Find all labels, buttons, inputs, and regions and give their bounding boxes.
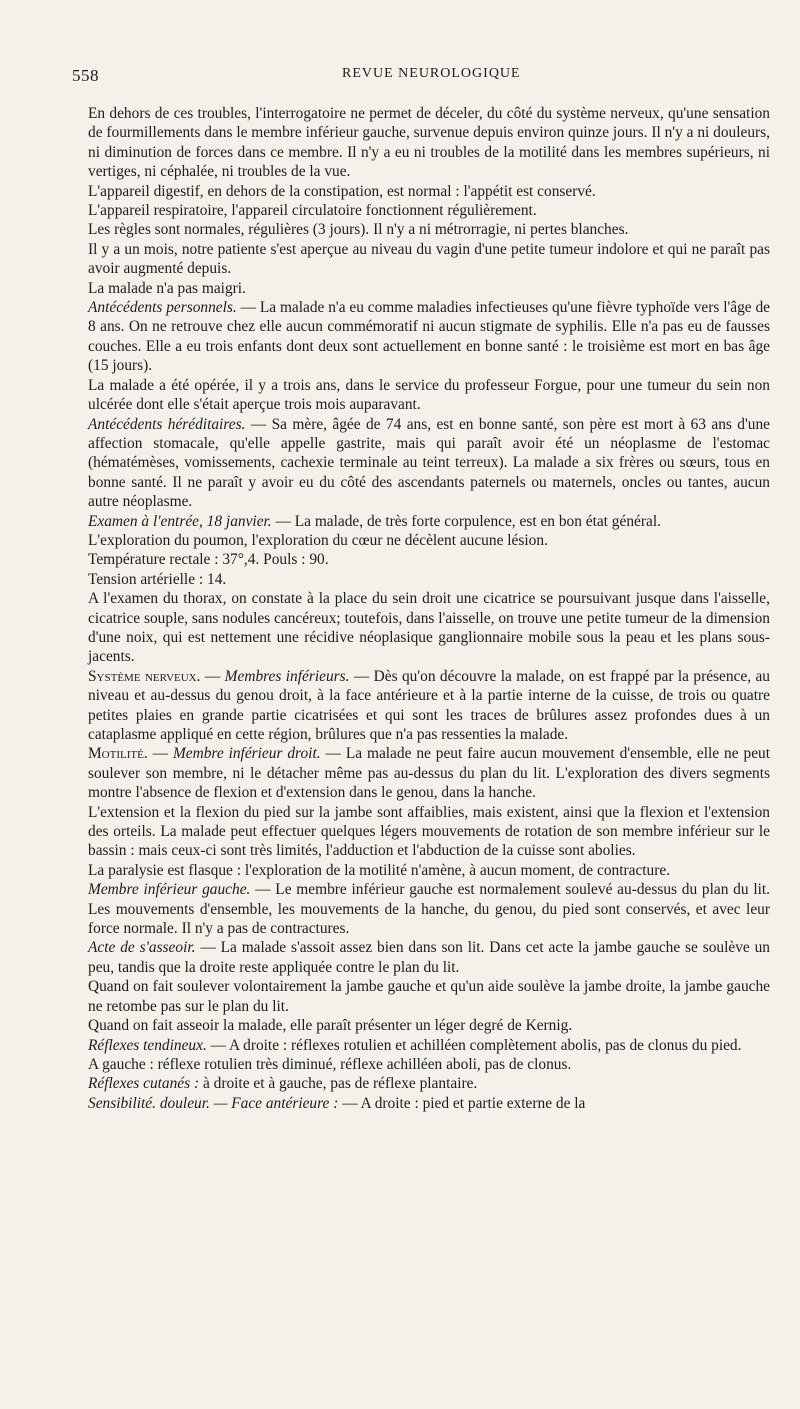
- paragraph: [88, 240, 770, 279]
- paragraph-text: A l'examen du thorax, on constate à la place du sein droit une cicatrice se poursuivant jusque dans l'aisselle, cicatrice souple, sans nodules cancéreux; toutefois, dans l'aisselle, on trouve une petite tumeur de la dimension d'une noix, qui est nettement une récidive néoplasique ganglionnaire mobile sous la peau et les plans sous-jacents.: [88, 590, 770, 666]
- paragraph-text: Quand on fait asseoir la malade, elle paraît présenter un léger degré de Kernig.: [88, 1017, 573, 1035]
- paragraph-text: Température rectale : 37°,4. Pouls : 90.: [88, 551, 329, 569]
- paragraph-text: A gauche : réflexe rotulien très diminué, réflexe achilléen aboli, pas de clonus.: [88, 1055, 572, 1073]
- paragraph-text: — A droite : pied et partie externe de la: [342, 1094, 586, 1112]
- paragraph-text: La paralysie est flasque : l'exploration de la motilité n'amène, à aucun moment, de contracture.: [88, 861, 671, 879]
- paragraph: [88, 570, 770, 589]
- dash: —: [204, 667, 225, 685]
- paragraph-lead: Antécédents personnels.: [88, 299, 241, 317]
- paragraph: [88, 415, 770, 512]
- body-text: [88, 104, 770, 1113]
- paragraph: [88, 182, 770, 201]
- paragraph-text: L'appareil respiratoire, l'appareil circulatoire fonctionnent régulièrement.: [88, 202, 537, 220]
- paragraph: [88, 376, 770, 415]
- paragraph-text: — Dès qu'on découvre la malade, on est frappé par la présence, au niveau et au-dessus du genou droit, à la face antérieure et à la partie interne de la cuisse, de trois ou quatre petites plaies en grande partie cicatrisées et qui sont les traces de brûlures assez profondes dues à un cataplasme appliqué en cette région, brûlures que n'a pas ressenties la malade.: [88, 667, 770, 743]
- journal-title: REVUE NEUROLOGIQUE: [342, 66, 521, 81]
- paragraph-text: — La malade ne peut faire aucun mouvement d'ensemble, elle ne peut soulever son membre, ni le détacher même pas au-dessus du plan du lit. L'exploration des divers segments montre l'absence de flexion et d'extension dans le genou, dans la hanche.: [88, 745, 771, 802]
- paragraph: [88, 104, 770, 182]
- paragraph: [88, 803, 770, 861]
- paragraph: [88, 279, 770, 298]
- paragraph-lead: Réflexes cutanés :: [88, 1075, 203, 1093]
- paragraph-text: à droite et à gauche, pas de réflexe plantaire.: [202, 1075, 478, 1093]
- paragraph: [88, 880, 770, 938]
- paragraph: [88, 220, 770, 239]
- paragraph: [88, 531, 770, 550]
- paragraph-text: La malade a été opérée, il y a trois ans, dans le service du professeur Forgue, pour une tumeur du sein non ulcérée dont elle s'était aperçue trois mois auparavant.: [88, 376, 770, 414]
- paragraph-lead: Membre inférieur gauche.: [88, 881, 256, 899]
- paragraph-text: La malade n'a pas maigri.: [88, 279, 246, 297]
- paragraph: [88, 201, 770, 220]
- paragraph-subheading: Membres inférieurs.: [224, 667, 354, 685]
- paragraph: [88, 1094, 770, 1113]
- paragraph-subheading: douleur. — Face antérieure :: [159, 1094, 343, 1112]
- paragraph: [88, 1016, 770, 1035]
- paragraph-lead: Antécédents héréditaires.: [88, 415, 251, 433]
- paragraph-text: L'appareil digestif, en dehors de la constipation, est normal : l'appétit est conservé.: [88, 182, 596, 200]
- paragraph-text: Tension artérielle : 14.: [88, 570, 227, 588]
- paragraph-text: — La malade n'a eu comme maladies infectieuses qu'une fièvre typhoïde vers l'âge de 8 ans. On ne retrouve chez elle aucun commémoratif ni aucun stigmate de syphilis. Elle n'a pas eu de fausses couches. Elle a eu trois enfants dont deux sont actuellement en bonne santé : le troisième est mort en bas âge (15 jours).: [88, 299, 770, 375]
- paragraph-text: Quand on fait soulever volontairement la jambe gauche et qu'un aide soulève la jambe droite, la jambe gauche ne retombe pas sur le plan du lit.: [88, 978, 770, 1015]
- paragraph: [88, 1036, 770, 1055]
- paragraph-text: L'extension et la flexion du pied sur la jambe sont affaiblies, mais existent, ainsi que la flexion et l'extension des orteils. La malade peut effectuer quelques légers mouvements de rotation de son membre inférieur sur le bassin : mais ceux-ci sont très limités, l'adduction et l'abduction de la cuisse sont abolies.: [88, 803, 770, 860]
- paragraph-text: En dehors de ces troubles, l'interrogatoire ne permet de déceler, du côté du système nerveux, qu'une sensation de fourmillements dans le membre inférieur gauche, survenue depuis environ quinze jours. Il n'y a ni douleurs, ni diminution de forces dans ce membre. Il n'y a eu ni troubles de la motilité dans les membres supérieurs, ni vertiges, ni céphalée, ni troubles de la vue.: [88, 105, 770, 181]
- paragraph-text: — La malade s'assoit assez bien dans son lit. Dans cet acte la jambe gauche se soulève un peu, tandis que la droite reste appliquée contre le plan du lit.: [88, 939, 770, 976]
- paragraph: [88, 550, 770, 569]
- paragraph: [88, 589, 770, 667]
- paragraph-lead: Acte de s'asseoir.: [88, 939, 201, 957]
- paragraph: [88, 667, 770, 745]
- paragraph: [88, 1055, 770, 1074]
- running-head: [72, 66, 770, 92]
- dash: —: [152, 745, 173, 763]
- paragraph-lead: Système nerveux.: [88, 667, 205, 685]
- page-number: 558: [72, 66, 99, 85]
- paragraph: [88, 861, 770, 880]
- paragraph-text: Il y a un mois, notre patiente s'est aperçue au niveau du vagin d'une petite tumeur indolore et qui ne paraît pas avoir augmenté depuis.: [88, 240, 770, 278]
- paragraph-lead: Réflexes tendineux.: [88, 1036, 211, 1054]
- paragraph: [88, 298, 770, 376]
- paragraph-lead: Sensibilité.: [88, 1094, 160, 1112]
- paragraph: [88, 512, 770, 531]
- paragraph: [88, 938, 770, 977]
- paragraph-lead: Examen à l'entrée, 18 janvier.: [88, 512, 276, 530]
- paragraph: [88, 744, 770, 802]
- paragraph-text: — Le membre inférieur gauche est normalement soulevé au-dessus du plan du lit. Les mouvements d'ensemble, les mouvements de la hanche, du genou, du pied sont conservés, et avec leur force normale. Il n'y a pas de contractures.: [88, 881, 771, 938]
- paragraph-text: Les règles sont normales, régulières (3 jours). Il n'y a ni métrorragie, ni pertes blanches.: [88, 221, 629, 239]
- paragraph-text: — La malade, de très forte corpulence, est en bon état général.: [275, 512, 661, 530]
- paragraph-text: — A droite : réflexes rotulien et achilléen complètement abolis, pas de clonus du pied.: [210, 1036, 742, 1054]
- paragraph: [88, 977, 770, 1016]
- paragraph-text: — Sa mère, âgée de 74 ans, est en bonne santé, son père est mort à 63 ans d'une affection stomacale, qu'elle appelle gastrite, mais qui paraît avoir été un néoplasme de l'estomac (hématémèses, vomissements, cachexie terminale au teint terreux). La malade a six frères ou sœurs, tous en bonne santé. Il ne paraît y avoir eu du côté des ascendants paternels ou maternels, oncles ou tantes, aucun autre néoplasme.: [88, 415, 771, 511]
- paragraph-lead: Motilité.: [88, 745, 153, 763]
- paragraph: [88, 1074, 770, 1093]
- paragraph-text: L'exploration du poumon, l'exploration du cœur ne décèlent aucune lésion.: [88, 531, 548, 549]
- paragraph-subheading: Membre inférieur droit.: [172, 745, 326, 763]
